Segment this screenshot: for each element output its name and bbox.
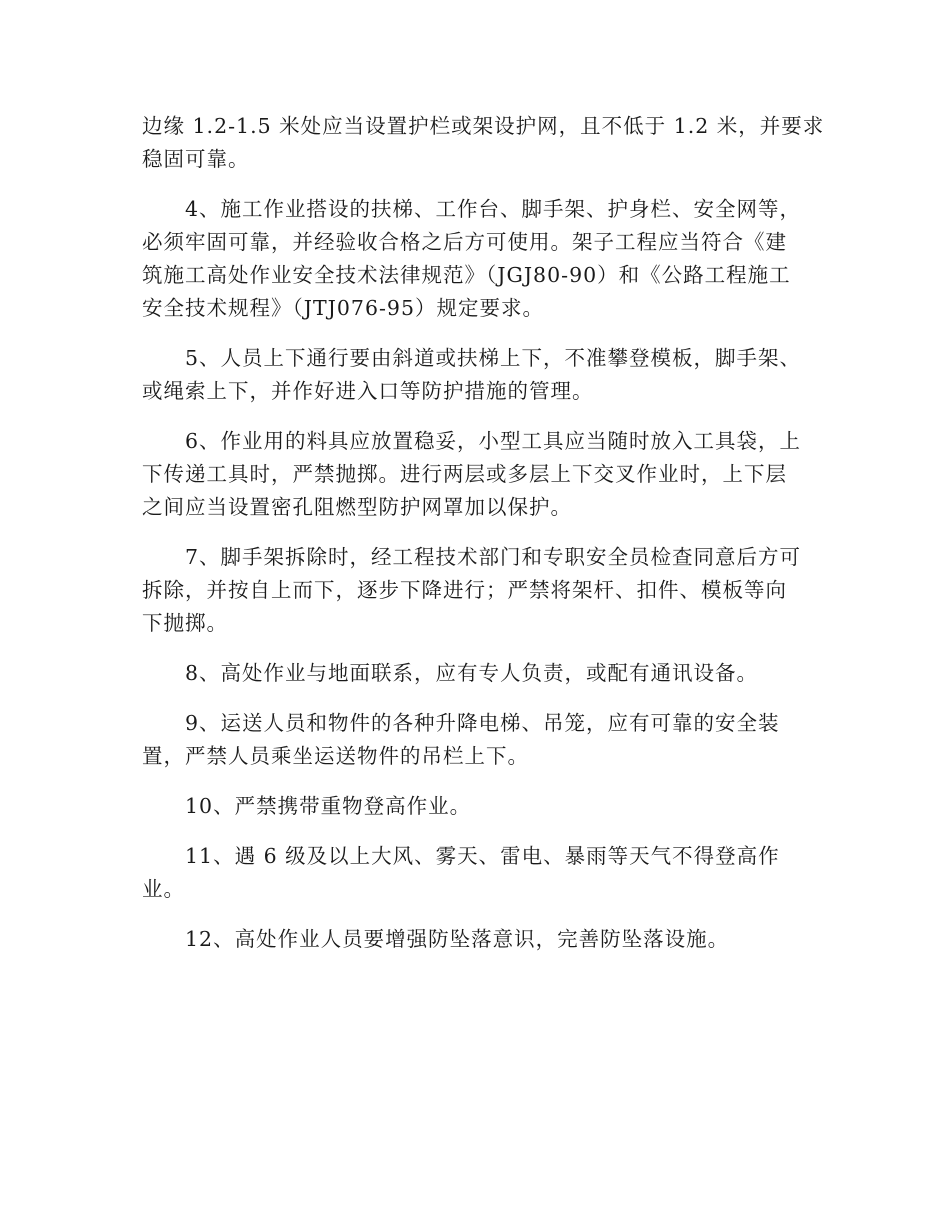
paragraph-item-12 xyxy=(142,923,814,956)
text-line: 安全技术规程》（JTJ076-95）规定要求。 xyxy=(142,296,544,320)
text-line: 稳固可靠。 xyxy=(142,147,250,171)
paragraph-item-9 xyxy=(142,707,814,773)
text-line: 置，严禁人员乘坐运送物件的吊栏上下。 xyxy=(142,744,529,768)
text-line: 6、作业用的料具应放置稳妥，小型工具应当随时放入工具袋，上 xyxy=(185,429,802,453)
text-line: 必须牢固可靠，并经验收合格之后方可使用。架子工程应当符合《建 xyxy=(142,230,787,254)
text-line: 5、人员上下通行要由斜道或扶梯上下，不准攀登模板，脚手架、 xyxy=(185,346,802,370)
text-line: 9、运送人员和物件的各种升降电梯、吊笼，应有可靠的安全装 xyxy=(185,711,780,735)
paragraph-item-7 xyxy=(142,541,814,640)
text-line: 业。 xyxy=(142,877,185,901)
paragraph-item-10 xyxy=(142,790,814,823)
text-line: 7、脚手架拆除时，经工程技术部门和专职安全员检查同意后方可 xyxy=(185,545,802,569)
text-line: 筑施工高处作业安全技术法律规范》（JGJ80-90）和《公路工程施工 xyxy=(142,263,791,287)
text-line: 边缘 1.2-1.5 米处应当设置护栏或架设护网，且不低于 1.2 米，并要求 xyxy=(142,114,825,138)
text-line: 11、遇 6 级及以上大风、雾天、雷电、暴雨等天气不得登高作 xyxy=(185,844,780,868)
paragraph-item-11 xyxy=(142,840,814,906)
text-line: 8、高处作业与地面联系，应有专人负责，或配有通讯设备。 xyxy=(185,661,759,685)
text-line: 下抛掷。 xyxy=(142,611,228,635)
paragraph-continuation xyxy=(142,110,825,176)
paragraph-item-6 xyxy=(142,425,814,524)
text-line: 之间应当设置密孔阻燃型防护网罩加以保护。 xyxy=(142,495,572,519)
text-line: 10、严禁携带重物登高作业。 xyxy=(185,794,472,818)
document-body xyxy=(142,110,825,973)
text-line: 拆除，并按自上而下，逐步下降进行；严禁将架杆、扣件、模板等向 xyxy=(142,578,787,602)
paragraph-item-5 xyxy=(142,342,814,408)
paragraph-item-4 xyxy=(142,193,814,325)
text-line: 4、施工作业搭设的扶梯、工作台、脚手架、护身栏、安全网等， xyxy=(185,197,802,221)
text-line: 12、高处作业人员要增强防坠落意识，完善防坠落设施。 xyxy=(185,927,730,951)
text-line: 下传递工具时，严禁抛掷。进行两层或多层上下交叉作业时，上下层 xyxy=(142,462,787,486)
text-line: 或绳索上下，并作好进入口等防护措施的管理。 xyxy=(142,379,594,403)
paragraph-item-8 xyxy=(142,657,814,690)
